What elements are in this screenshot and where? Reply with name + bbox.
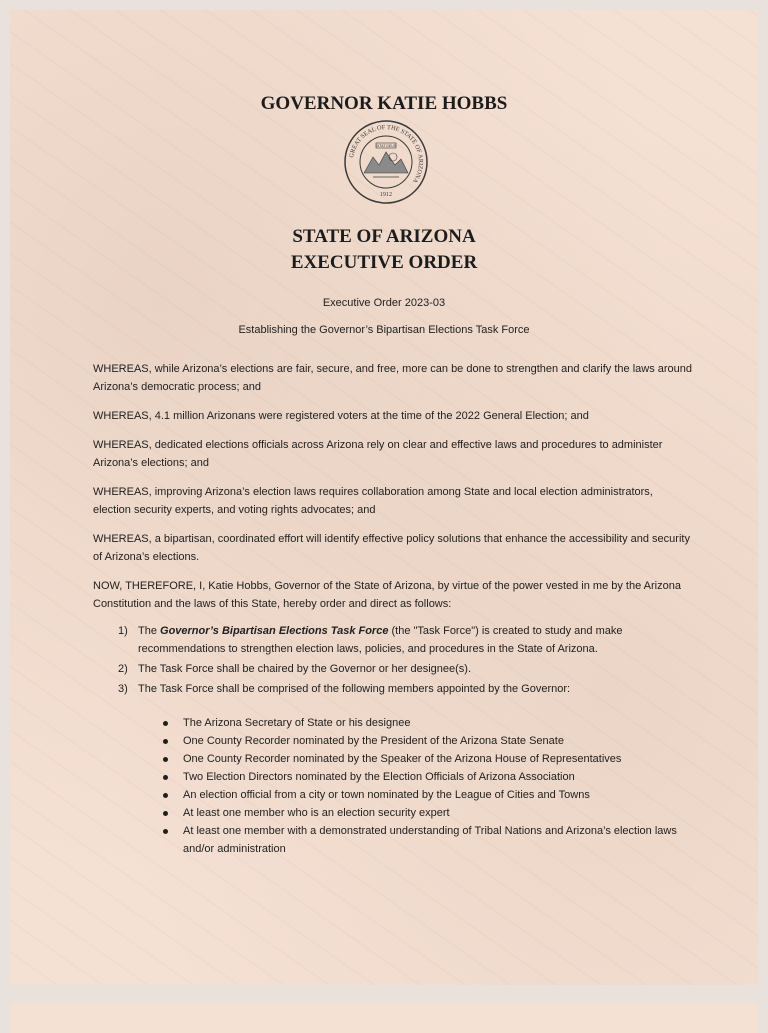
member-item: An election official from a city or town nominated by the League of Cities and Towns	[183, 786, 693, 804]
order-number: Executive Order 2023-03	[322, 297, 446, 309]
member-list	[93, 714, 693, 858]
order-item: 3) The Task Force shall be comprised of the following members appointed by the Governor:	[93, 680, 693, 698]
member-item: At least one member who is an election security expert	[183, 804, 693, 822]
arizona-state-seal	[343, 119, 429, 205]
state-title	[10, 224, 758, 276]
order-item: 1) The Governor’s Bipartisan Elections Task Force (the "Task Force") is created to study and make recommendations to strengthen election laws, policies, and procedures in the State of Arizona.	[93, 622, 693, 658]
order-subtitle: Establishing the Governor’s Bipartisan Elections Task Force	[238, 324, 530, 336]
whereas-paragraph: WHEREAS, a bipartisan, coordinated effort will identify effective policy solutions that enhance the accessibility and security of Arizona’s elections.	[93, 533, 690, 563]
governor-title: GOVERNOR KATIE HOBBS	[260, 93, 508, 114]
whereas-paragraph: WHEREAS, 4.1 million Arizonans were registered voters at the time of the 2022 General Election; and	[93, 410, 589, 422]
document-page	[10, 10, 758, 985]
order-item-number: 2)	[118, 663, 128, 675]
seal-text: GREAT SEAL OF THE STATE OF ARIZONA	[348, 123, 425, 185]
next-page-edge	[10, 1003, 758, 1033]
seal-motto: DITAT DEUS	[375, 144, 397, 148]
whereas-paragraph: WHEREAS, while Arizona’s elections are fair, secure, and free, more can be done to strengthen and clarify the laws around Arizona’s democratic process; and	[93, 363, 693, 393]
order-body	[93, 360, 693, 858]
member-item: Two Election Directors nominated by the Election Officials of Arizona Association	[183, 768, 693, 786]
state-title-line2: EXECUTIVE ORDER	[290, 252, 478, 273]
member-item: One County Recorder nominated by the President of the Arizona State Senate	[183, 732, 693, 750]
member-item: At least one member with a demonstrated understanding of Tribal Nations and Arizona’s election laws and/or administration	[183, 822, 693, 858]
member-item: The Arizona Secretary of State or his designee	[183, 714, 693, 732]
whereas-paragraph: WHEREAS, improving Arizona’s election laws requires collaboration among State and local election administrators, election security experts, and voting rights advocates; and	[93, 486, 653, 516]
order-list	[93, 622, 693, 698]
state-title-line1: STATE OF ARIZONA	[292, 226, 476, 247]
order-item: 2) The Task Force shall be chaired by the Governor or her designee(s).	[93, 660, 693, 678]
whereas-paragraph: WHEREAS, dedicated elections officials across Arizona rely on clear and effective laws and procedures to administer Arizona’s elections; and	[93, 439, 663, 469]
task-force-name: Governor’s Bipartisan Elections Task Force	[160, 625, 389, 637]
member-item: One County Recorder nominated by the Speaker of the Arizona House of Representatives	[183, 750, 693, 768]
seal-year: 1912	[380, 192, 392, 198]
now-therefore-paragraph: NOW, THEREFORE, I, Katie Hobbs, Governor of the State of Arizona, by virtue of the power vested in me by the Arizona Constitution and the laws of this State, hereby order and direct as follows:	[93, 580, 681, 610]
order-item-number: 1)	[118, 625, 128, 637]
order-item-number: 3)	[118, 683, 128, 695]
